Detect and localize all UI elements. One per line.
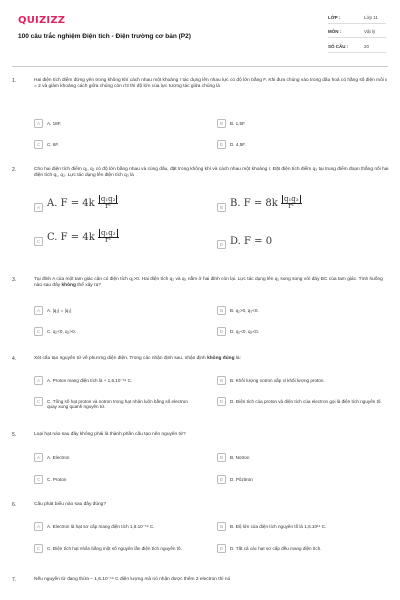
- option-c[interactable]: [34, 231, 204, 246]
- option-a[interactable]: [34, 376, 194, 385]
- option-letter: A: [34, 453, 43, 462]
- option-letter: D: [217, 397, 226, 406]
- option-text: C. 6F.: [47, 141, 59, 147]
- option-text: C. Điện tích hạt nhân bằng một số nguyên lần điện tích nguyên tố.: [47, 545, 182, 551]
- question-text: Hai điện tích điểm đứng yên trong không khí cách nhau một khoảng r tác dụng lên nhau lực có độ lớn bằng F. Khi đưa chúng vào trong dầu hoả có hằng số điện môi ε = 2 và giảm khoảng cách giữa chúng còn r/3 thì độ lớn của lực tương tác giữa chúng là: [34, 78, 388, 90]
- option-text: C. Proton: [47, 476, 67, 482]
- option-text: D. Pôzitron: [230, 476, 253, 482]
- option-letter: D: [217, 544, 226, 553]
- option-formula: [230, 197, 302, 210]
- option-b[interactable]: [217, 197, 387, 212]
- question-number: 3.: [12, 277, 17, 283]
- formula-denominator: r²: [105, 235, 112, 244]
- question-number: 4.: [12, 356, 17, 362]
- question-6: [12, 502, 390, 572]
- question-number: 5.: [12, 432, 17, 438]
- option-letter: D: [217, 475, 226, 484]
- question-number: 6.: [12, 502, 17, 508]
- question-text: Nếu nguyên tử đang thừa – 1,6.10⁻¹⁹ C điện lượng mà nó nhận được thêm 2 electron thì nó: [34, 577, 231, 582]
- question-number: 7.: [12, 577, 17, 583]
- option-letter: C: [34, 397, 43, 406]
- question-text: Loại hạt nào sau đây không phải là thành phần cấu tạo nên nguyên tử?: [34, 432, 186, 437]
- option-text: D. 4,5F.: [230, 141, 246, 147]
- option-letter: D: [217, 240, 226, 249]
- question-number: 1.: [12, 78, 17, 84]
- option-letter: C: [34, 140, 43, 149]
- option-text: B. Notron: [230, 454, 250, 460]
- formula-numerator: q₁q₃: [100, 229, 116, 237]
- formula-denominator: r²: [288, 201, 295, 210]
- subject-label: MÔN :: [328, 29, 342, 34]
- formula-prefix: A. F = 4k: [47, 197, 95, 209]
- quizizz-logo: QUIZIZZ: [18, 15, 66, 26]
- option-text: A. Proton mang điện tích là + 1,6.10⁻¹⁹ C.: [47, 377, 133, 383]
- option-text: A. Electron: [47, 454, 70, 460]
- option-letter: C: [34, 544, 43, 553]
- question-4: [12, 356, 390, 426]
- option-formula: [47, 197, 118, 210]
- formula-fraction: [281, 197, 302, 210]
- option-letter: A: [34, 376, 43, 385]
- option-letter: B: [217, 453, 226, 462]
- option-letter: A: [34, 522, 43, 531]
- option-d[interactable]: [217, 544, 392, 553]
- formula-fraction: [98, 197, 119, 210]
- page-title: 100 câu trắc nghiệm Điện tích - Điện trường cơ bản (P2): [18, 33, 191, 40]
- class-value: Lớp 11: [364, 15, 378, 20]
- class-label: LỚP :: [328, 15, 341, 20]
- option-letter: B: [217, 306, 226, 315]
- option-c[interactable]: [34, 327, 194, 336]
- class-row: [328, 15, 386, 21]
- option-d[interactable]: [217, 397, 392, 406]
- option-formula: [47, 231, 119, 244]
- option-letter: B: [217, 119, 226, 128]
- option-a[interactable]: [34, 453, 194, 462]
- option-text: D. Điện tích của proton và điện tích của electron gọi là điện tích nguyên tố.: [230, 398, 382, 404]
- header-divider: [12, 66, 388, 67]
- option-letter: A: [34, 306, 43, 315]
- option-b[interactable]: [217, 119, 387, 128]
- option-a[interactable]: [34, 522, 209, 531]
- question-3: [12, 277, 390, 347]
- question-text: Xét cấu tạo nguyên tử về phương diện điện. Trong các nhận định sau, nhận định không đúng là:: [34, 356, 241, 361]
- question-7: [12, 577, 390, 589]
- emphasis-text: không: [61, 283, 76, 289]
- option-d[interactable]: [217, 475, 387, 484]
- option-text: C. q₂<0, q₃>0.: [47, 328, 76, 334]
- option-letter: C: [34, 327, 43, 336]
- option-b[interactable]: [217, 522, 392, 531]
- option-formula: D. F = 0: [230, 236, 273, 247]
- option-text: B. Khối lượng notron xấp xỉ khối lượng proton.: [230, 377, 325, 383]
- option-text: B. 1,5F.: [230, 120, 246, 126]
- option-a[interactable]: [34, 119, 194, 128]
- option-d[interactable]: [217, 236, 387, 249]
- option-letter: A: [34, 119, 43, 128]
- subject-row: [328, 29, 386, 35]
- option-text: B. q₂>0, q₃<0.: [230, 307, 259, 313]
- option-b[interactable]: [217, 306, 387, 315]
- option-c[interactable]: [34, 140, 194, 149]
- option-text: A. |q₂| = |q₃|: [47, 307, 72, 313]
- option-text: D. q₂<0, q₃<0.: [230, 328, 259, 334]
- formula-fraction: [98, 231, 119, 244]
- formula-numerator: q₁q₂: [100, 195, 116, 203]
- emphasis-text: không đúng: [207, 356, 235, 361]
- option-text: A. Electron là hạt sơ cấp mang điện tích 1,6.10⁻¹⁹ C.: [47, 523, 155, 529]
- option-text: D. Tất cả các hạt sơ cấp đều mang điện tích.: [230, 545, 322, 551]
- formula-numerator: q₁q₃: [284, 195, 299, 203]
- option-letter: B: [217, 203, 226, 212]
- option-d[interactable]: [217, 327, 387, 336]
- option-a[interactable]: [34, 306, 194, 315]
- option-letter: D: [217, 327, 226, 336]
- formula-prefix: B. F = 8k: [230, 197, 278, 209]
- option-c[interactable]: [34, 397, 199, 410]
- option-text: C. Tổng số hạt proton và notron trong hạt nhân luôn bằng số electron quay xung quanh nguyên tử.: [47, 398, 188, 410]
- count-label: SỐ CÂU :: [328, 44, 349, 49]
- count-row: [328, 44, 386, 50]
- question-number: 2.: [12, 167, 17, 173]
- question-2: [12, 167, 390, 267]
- question-5: [12, 432, 390, 492]
- option-b[interactable]: [217, 376, 387, 385]
- formula-denominator: r²: [105, 201, 112, 210]
- option-letter: C: [34, 237, 43, 246]
- option-text: A. 18F.: [47, 120, 62, 126]
- question-text: Câu phát biểu nào sau đây đúng?: [34, 502, 107, 507]
- formula-prefix: C. F = 4k: [47, 231, 95, 243]
- subject-value: Vật lý: [364, 29, 376, 34]
- option-d[interactable]: [217, 140, 387, 149]
- option-c[interactable]: [34, 544, 199, 553]
- option-letter: A: [34, 203, 43, 212]
- option-letter: B: [217, 376, 226, 385]
- option-b[interactable]: [217, 453, 387, 462]
- question-1: [12, 78, 390, 158]
- option-c[interactable]: [34, 475, 194, 484]
- question-text: Cho hai điện tích điểm q₁, q₂ có độ lớn bằng nhau và cùng dấu, đặt trong không khí và cách nhau một khoảng r. Đặt điện tích điểm q₃ tại trung điểm đoạn thẳng nối hai điện tích q₁, q₂. Lực tác dụng lên điện tích q₃ là: [34, 167, 389, 179]
- option-letter: B: [217, 522, 226, 531]
- option-text: B. Độ lớn của điện tích nguyên tố là 1,6.10¹⁹ C.: [230, 523, 327, 529]
- option-letter: D: [217, 140, 226, 149]
- option-letter: C: [34, 475, 43, 484]
- question-text: Tại đỉnh A của một tam giác cân có điện tích q₁>0. Hai điện tích q₂ và q₃ nằm ở hai đỉnh còn lại. Lực tác dụng lên q₁ song song với đáy BC của tam giác. Tình huống nào sau đây không thể xảy ra?: [34, 277, 383, 289]
- option-a[interactable]: [34, 197, 204, 212]
- count-value: 20: [364, 44, 370, 49]
